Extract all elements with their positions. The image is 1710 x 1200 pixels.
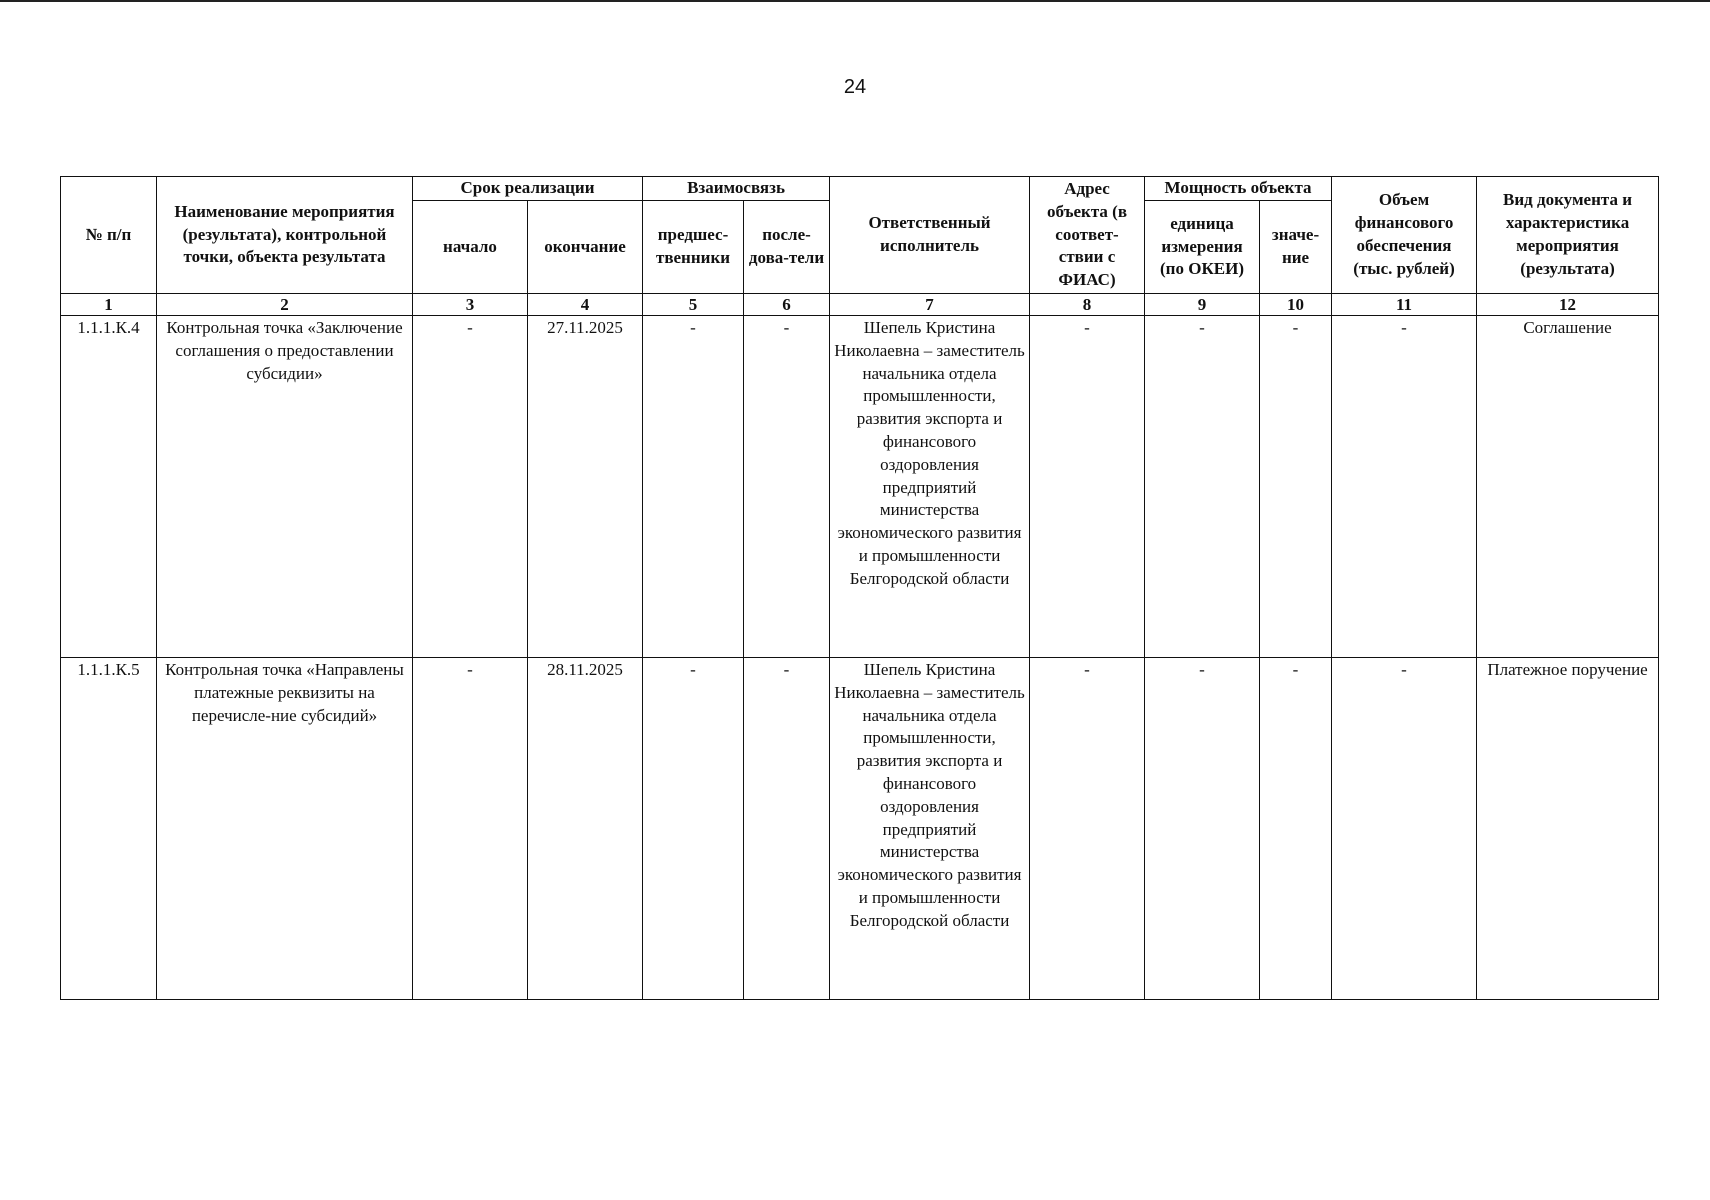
- column-number: 1: [61, 294, 157, 316]
- row-code: 1.1.1.К.4: [61, 316, 157, 658]
- header-num: № п/п: [61, 177, 157, 294]
- column-number: 12: [1477, 294, 1659, 316]
- header-term: Срок реализации: [413, 177, 643, 201]
- column-number: 2: [157, 294, 413, 316]
- row-funding: -: [1332, 316, 1477, 658]
- header-responsible: Ответственный исполнитель: [830, 177, 1030, 294]
- page-number: 24: [843, 76, 867, 98]
- header-funding: Объем финансового обеспечения (тыс. рублей): [1332, 177, 1477, 294]
- column-number: 10: [1260, 294, 1332, 316]
- row-end: 27.11.2025: [528, 316, 643, 658]
- row-value: -: [1260, 658, 1332, 1000]
- header-name: Наименование мероприятия (результата), контрольной точки, объекта результата: [157, 177, 413, 294]
- table-row: [61, 316, 1659, 658]
- header-doc-type: Вид документа и характеристика мероприятия (результата): [1477, 177, 1659, 294]
- row-name: Контрольная точка «Направлены платежные реквизиты на перечисле-ние субсидий»: [157, 658, 413, 1000]
- row-end: 28.11.2025: [528, 658, 643, 1000]
- header-term-end: окончание: [528, 201, 643, 294]
- row-doc: Соглашение: [1477, 316, 1659, 658]
- row-prev: -: [643, 316, 744, 658]
- row-name: Контрольная точка «Заключение соглашения о предоставлении субсидии»: [157, 316, 413, 658]
- scan-top-edge: [0, 0, 1710, 2]
- column-number: 4: [528, 294, 643, 316]
- row-next: -: [744, 658, 830, 1000]
- row-funding: -: [1332, 658, 1477, 1000]
- header-capacity: Мощность объекта: [1145, 177, 1332, 201]
- column-number: 9: [1145, 294, 1260, 316]
- table-row: [61, 658, 1659, 1000]
- header-capacity-value: значе-ние: [1260, 201, 1332, 294]
- row-responsible: Шепель Кристина Николаевна – заместитель начальника отдела промышленности, развития экспорта и финансового оздоровления предприятий министерства экономического развития и промышленности Белгородской области: [830, 658, 1030, 1000]
- row-doc: Платежное поручение: [1477, 658, 1659, 1000]
- column-number: 8: [1030, 294, 1145, 316]
- row-unit: -: [1145, 316, 1260, 658]
- plan-table: [60, 176, 1659, 1000]
- column-number: 6: [744, 294, 830, 316]
- row-code: 1.1.1.К.5: [61, 658, 157, 1000]
- column-number: 3: [413, 294, 528, 316]
- column-number: 7: [830, 294, 1030, 316]
- row-responsible: Шепель Кристина Николаевна – заместитель начальника отдела промышленности, развития экспорта и финансового оздоровления предприятий министерства экономического развития и промышленности Белгородской области: [830, 316, 1030, 658]
- row-unit: -: [1145, 658, 1260, 1000]
- row-value: -: [1260, 316, 1332, 658]
- header-capacity-unit: единица измерения (по ОКЕИ): [1145, 201, 1260, 294]
- row-address: -: [1030, 658, 1145, 1000]
- row-address: -: [1030, 316, 1145, 658]
- column-number-row: [61, 294, 1659, 316]
- header-link-next: после-дова-тели: [744, 201, 830, 294]
- row-start: -: [413, 658, 528, 1000]
- row-prev: -: [643, 658, 744, 1000]
- column-number: 11: [1332, 294, 1477, 316]
- header-link-prev: предшес-твенники: [643, 201, 744, 294]
- header-link: Взаимосвязь: [643, 177, 830, 201]
- row-next: -: [744, 316, 830, 658]
- row-start: -: [413, 316, 528, 658]
- header-term-start: начало: [413, 201, 528, 294]
- header-row-group: [61, 177, 1659, 201]
- header-address: Адрес объекта (в соответ-ствии с ФИАС): [1030, 177, 1145, 294]
- column-number: 5: [643, 294, 744, 316]
